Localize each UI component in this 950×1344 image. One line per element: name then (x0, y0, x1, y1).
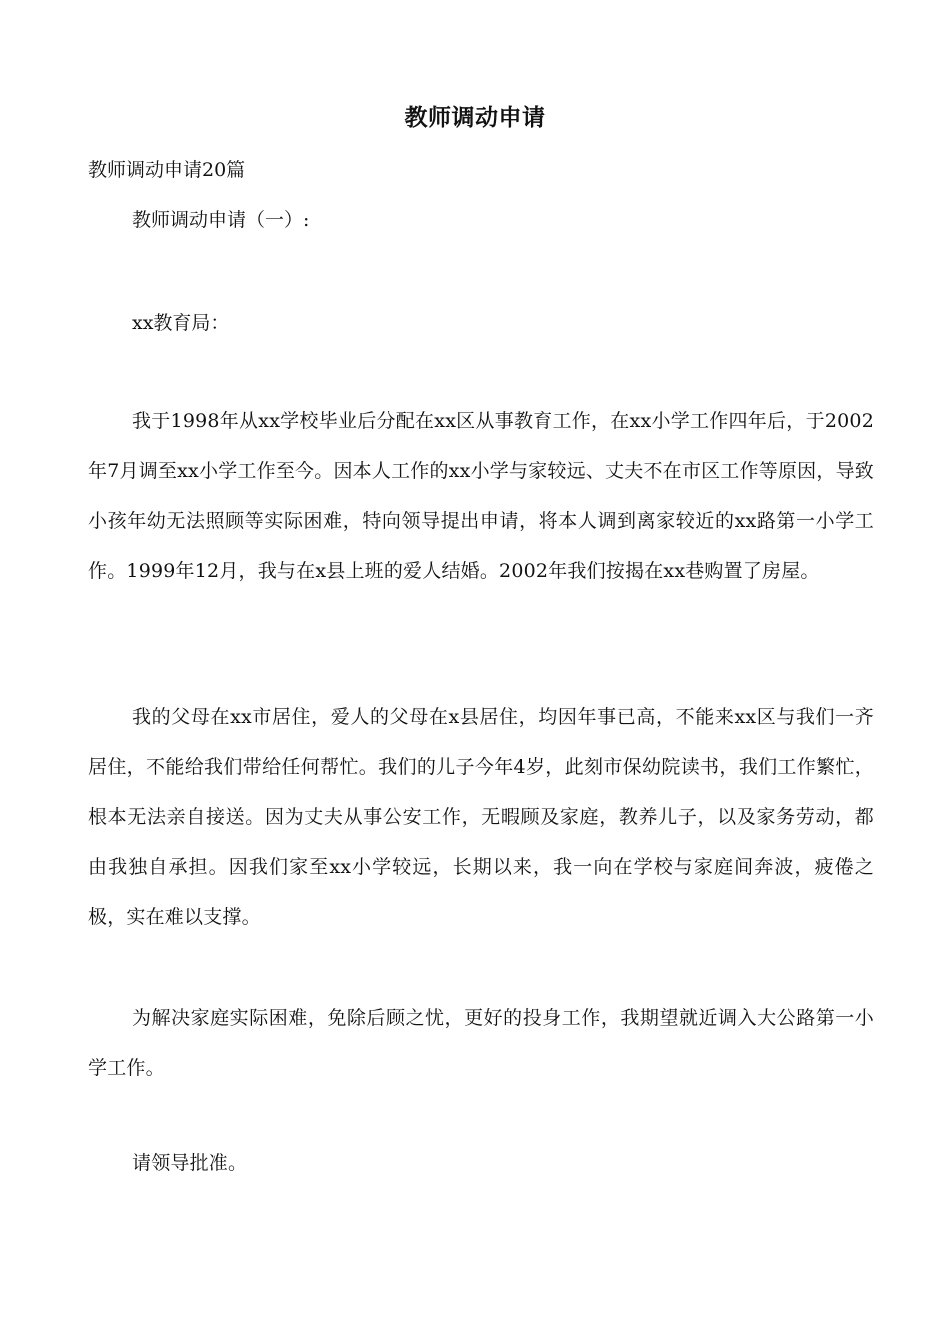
section-heading: 教师调动申请（一）: (132, 209, 310, 231)
body-paragraph-3: 为解决家庭实际困难，免除后顾之忧，更好的投身工作，我期望就近调入大公路第一小学工作。 (88, 1007, 874, 1079)
document-subtitle: 教师调动申请20篇 (88, 159, 246, 181)
salutation: xx教育局： (132, 312, 230, 334)
body-paragraph-1: 我于1998年从xx学校毕业后分配在xx区从事教育工作，在xx小学工作四年后，于2002年7月调至xx小学工作至今。因本人工作的xx小学与家较远、丈夫不在市区工作等原因，导致小孩年幼无法照顾等实际困难，特向领导提出申请，将本人调到离家较近的xx路第一小学工作。1999年12月，我与在x县上班的爱人结婚。2002年我们按揭在xx巷购置了房屋。 (88, 410, 874, 582)
body-paragraph-2: 我的父母在xx市居住，爱人的父母在x县居住，均因年事已高，不能来xx区与我们一齐居住，不能给我们带给任何帮忙。我们的儿子今年4岁，此刻市保幼院读书，我们工作繁忙，根本无法亲自接送。因为丈夫从事公安工作，无暇顾及家庭，教养儿子，以及家务劳动，都由我独自承担。因我们家至xx小学较远，长期以来，我一向在学校与家庭间奔波，疲倦之极，实在难以支撑。 (88, 706, 874, 928)
closing-paragraph: 请领导批准。 (132, 1152, 248, 1174)
document-title: 教师调动申请 (404, 104, 546, 131)
